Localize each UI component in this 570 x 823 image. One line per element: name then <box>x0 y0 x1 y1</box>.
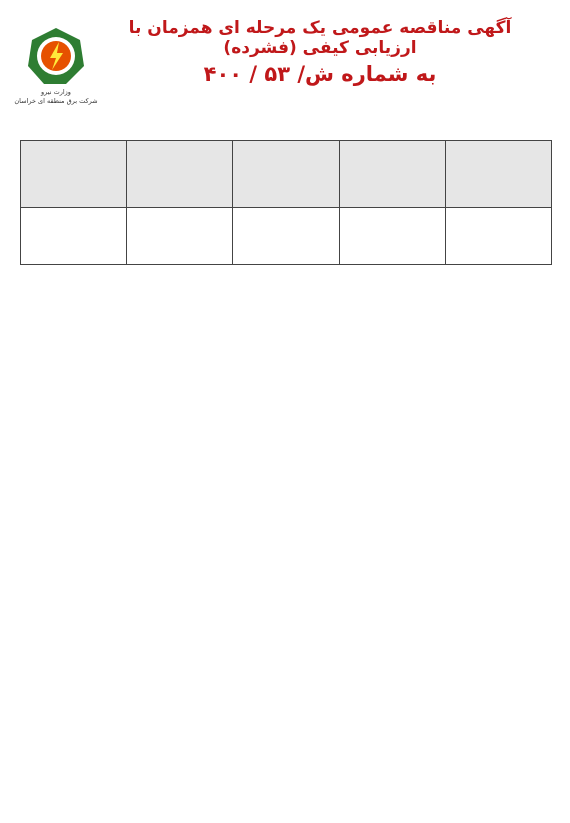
notice-number: به شماره ش/ ۵۳ / ۴۰۰ <box>203 62 437 86</box>
tender-table-header-row <box>21 141 552 208</box>
cell-subject <box>339 208 445 265</box>
cell-duration <box>233 208 339 265</box>
cell-credit-source <box>21 208 127 265</box>
tender-table-row <box>21 208 552 265</box>
logo-caption <box>14 88 98 106</box>
cell-guarantee-amount <box>127 208 233 265</box>
logo-caption-ministry: وزارت نیرو <box>41 88 71 96</box>
header-credit-source <box>21 141 127 208</box>
logo-caption-company: شرکت برق منطقه ای خراسان <box>14 97 98 105</box>
header-call-number <box>445 141 551 208</box>
header-guarantee-amount <box>127 141 233 208</box>
cell-call-number <box>445 208 551 265</box>
header-duration <box>233 141 339 208</box>
tender-table <box>20 140 552 265</box>
notice-title: آگهی مناقصه عمومی یک مرحله ای همزمان با ارزیابی کیفی (فشرده) <box>128 18 512 58</box>
company-logo-icon <box>26 26 86 86</box>
header-subject <box>339 141 445 208</box>
